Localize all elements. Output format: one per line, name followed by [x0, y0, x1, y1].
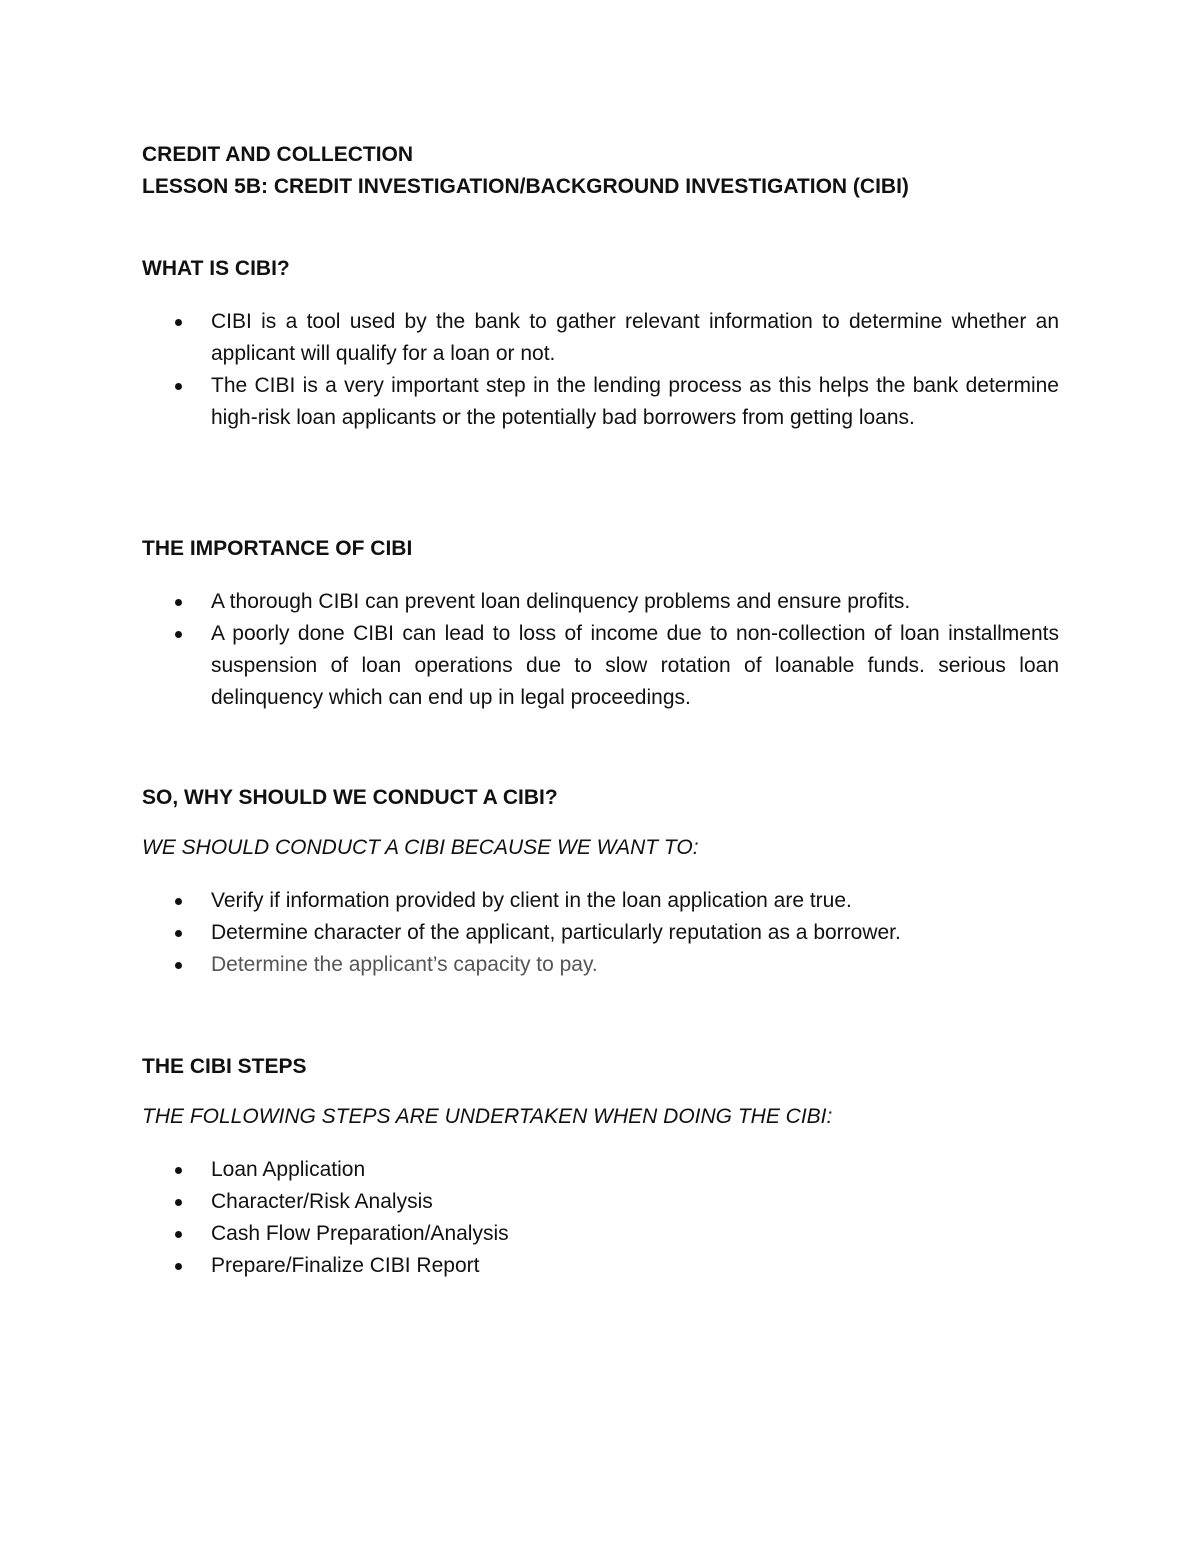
- list-item: Prepare/Finalize CIBI Report: [0, 1250, 1059, 1282]
- list-item: Character/Risk Analysis: [0, 1186, 1059, 1218]
- bullet-icon: [175, 631, 182, 638]
- bullet-icon: [175, 1167, 182, 1174]
- bullet-icon: [175, 1231, 182, 1238]
- bullet-icon: [175, 1199, 182, 1206]
- list-item: Cash Flow Preparation/Analysis: [0, 1218, 1059, 1250]
- bullet-icon: [175, 930, 182, 937]
- list-item: CIBI is a tool used by the bank to gather relevant information to determine whether an applicant will qualify for a loan or not.: [0, 306, 1059, 370]
- list-item: Loan Application: [0, 1154, 1059, 1186]
- why-subheading: WE SHOULD CONDUCT A CIBI BECAUSE WE WANT TO:: [142, 836, 699, 859]
- list-item: A thorough CIBI can prevent loan delinquency problems and ensure profits.: [0, 586, 1059, 618]
- list-item: A poorly done CIBI can lead to loss of income due to non-collection of loan installments suspension of loan operations due to slow rotation of loanable funds. serious loan delinquency which can end up in legal proceedings.: [0, 618, 1059, 714]
- bullet-icon: [175, 383, 182, 390]
- bullet-icon: [175, 962, 182, 969]
- bullet-icon: [175, 898, 182, 905]
- section-heading-why: SO, WHY SHOULD WE CONDUCT A CIBI?: [142, 786, 558, 809]
- steps-list: [0, 1154, 1200, 1282]
- list-item: Verify if information provided by client in the loan application are true.: [0, 885, 1059, 917]
- steps-subheading: THE FOLLOWING STEPS ARE UNDERTAKEN WHEN DOING THE CIBI:: [142, 1105, 833, 1128]
- list-item: The CIBI is a very important step in the lending process as this helps the bank determine high-risk loan applicants or the potentially bad borrowers from getting loans.: [0, 370, 1059, 434]
- why-list: [0, 885, 1200, 981]
- importance-list: [0, 586, 1200, 714]
- list-item: Determine the applicant’s capacity to pay.: [0, 949, 1059, 981]
- list-item: Determine character of the applicant, particularly reputation as a borrower.: [0, 917, 1059, 949]
- document-title: CREDIT AND COLLECTION: [142, 143, 414, 166]
- what-is-list: [0, 306, 1200, 434]
- bullet-icon: [175, 1263, 182, 1270]
- bullet-icon: [175, 319, 182, 326]
- section-heading-importance: THE IMPORTANCE OF CIBI: [142, 537, 413, 560]
- section-heading-what-is: WHAT IS CIBI?: [142, 257, 290, 280]
- bullet-icon: [175, 599, 182, 606]
- section-heading-steps: THE CIBI STEPS: [142, 1055, 307, 1078]
- lesson-title: LESSON 5B: CREDIT INVESTIGATION/BACKGROUND INVESTIGATION (CIBI): [142, 175, 909, 198]
